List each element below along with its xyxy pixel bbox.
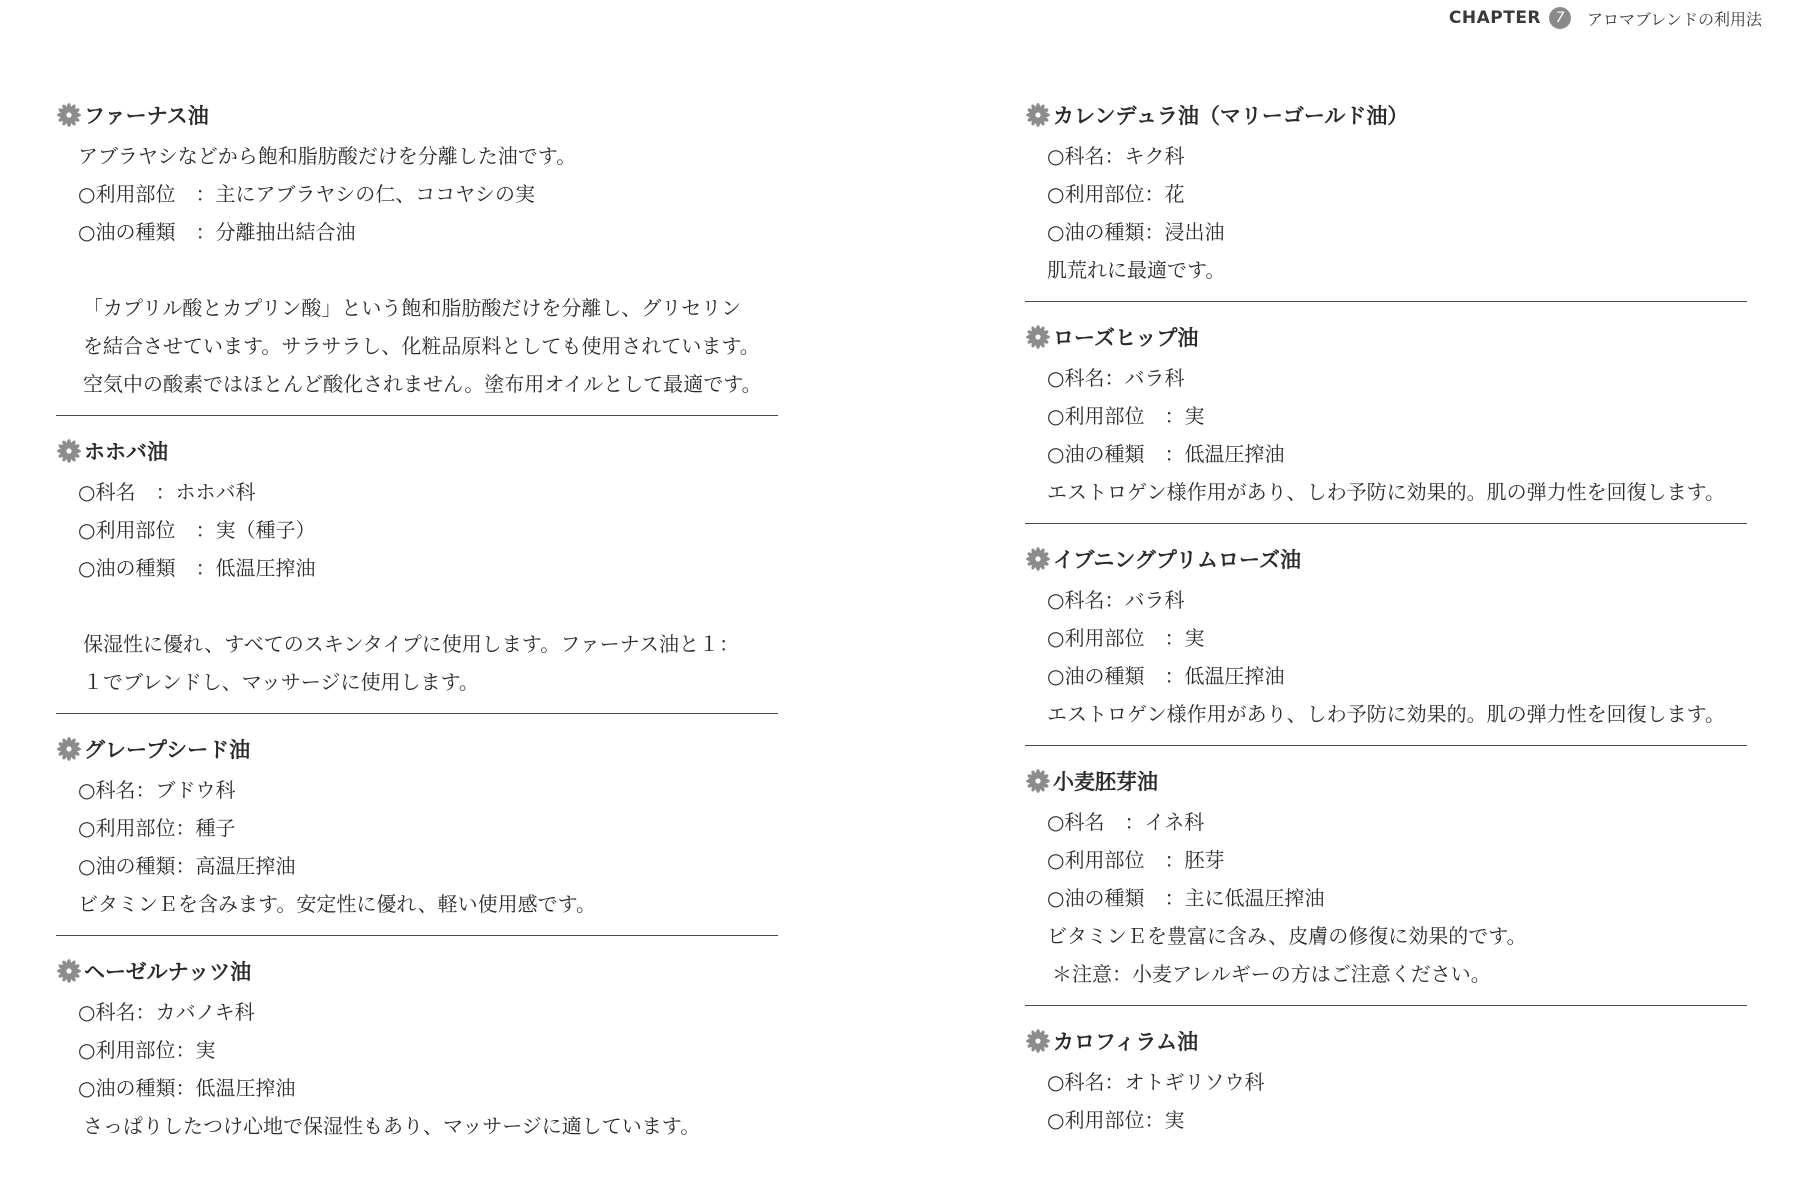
- attribute-line: ○利用部位 ：主にアブラヤシの仁、ココヤシの実: [78, 182, 536, 206]
- oil-section: [1025, 324, 1747, 511]
- section-body: [1025, 1063, 1747, 1139]
- section-title: [56, 958, 776, 984]
- oil-section: [56, 958, 776, 1145]
- attribute-line: ○利用部位：花: [1047, 182, 1185, 206]
- section-divider: [56, 415, 778, 416]
- chapter-title: アロマブレンドの利用法: [1587, 9, 1762, 29]
- chapter-label: CHAPTER: [1448, 8, 1542, 28]
- section-body: [56, 771, 776, 923]
- section-divider: [1025, 1005, 1747, 1006]
- section-divider: [56, 935, 778, 936]
- description-line: 空気中の酸素ではほとんど酸化されません。塗布用オイルとして最適です。: [83, 372, 762, 396]
- section-body: [1025, 359, 1747, 511]
- section-divider: [56, 713, 778, 714]
- section-title: [1025, 324, 1747, 350]
- section-title: [1025, 1028, 1747, 1054]
- section-title-text: イブニングプリムローズ油: [1053, 548, 1302, 572]
- flower-icon: [56, 736, 82, 762]
- attribute-line: ○利用部位 ：実（種子）: [78, 518, 316, 542]
- attribute-line: ○油の種類 ：低温圧搾油: [1047, 664, 1285, 688]
- section-title-text: 小麦胚芽油: [1053, 770, 1158, 794]
- flower-icon: [56, 958, 82, 984]
- blank-line: [78, 251, 776, 289]
- oil-section: [1025, 1028, 1747, 1139]
- section-body: [1025, 137, 1747, 289]
- attribute-line: ○科名 ：ホホバ科: [78, 480, 256, 504]
- section-title: [1025, 102, 1747, 128]
- description-line: ビタミンＥを豊富に含み、皮膚の修復に効果的です。: [1047, 924, 1527, 948]
- flower-icon: [1025, 102, 1051, 128]
- flower-icon: [56, 102, 82, 128]
- attribute-line: ○科名：オトギリソウ科: [1047, 1070, 1265, 1094]
- section-title-text: ヘーゼルナッツ油: [84, 960, 252, 984]
- left-column: [56, 102, 776, 1145]
- flower-icon: [56, 438, 82, 464]
- description-line: ビタミンＥを含みます。安定性に優れ、軽い使用感です。: [78, 892, 596, 916]
- attribute-line: ○油の種類 ：低温圧搾油: [1047, 442, 1285, 466]
- chapter-number-badge: 7: [1549, 7, 1571, 29]
- section-divider: [1025, 523, 1747, 524]
- section-body: [1025, 803, 1747, 993]
- section-body: [56, 473, 776, 701]
- description-line: さっぱりしたつけ心地で保湿性もあり、マッサージに適しています。: [83, 1114, 701, 1138]
- description-line: エストロゲン様作用があり、しわ予防に効果的。肌の弾力性を回復します。: [1047, 480, 1725, 504]
- description-line: １でブレンドし、マッサージに使用します。: [83, 670, 479, 694]
- attribute-line: ○利用部位：種子: [78, 816, 236, 840]
- attribute-line: ○油の種類：高温圧搾油: [78, 854, 296, 878]
- section-title-text: ファーナス油: [84, 104, 209, 128]
- attribute-line: ○利用部位 ：胚芽: [1047, 848, 1225, 872]
- attribute-line: ○科名 ：イネ科: [1047, 810, 1205, 834]
- right-column: [1025, 102, 1747, 1139]
- attribute-line: ○油の種類：浸出油: [1047, 220, 1225, 244]
- attribute-line: ○科名：カバノキ科: [78, 1000, 255, 1024]
- section-title: [56, 102, 776, 128]
- section-title: [1025, 546, 1747, 572]
- description-line: ＊注意：小麦アレルギーの方はご注意ください。: [1052, 962, 1491, 986]
- section-divider: [1025, 745, 1747, 746]
- section-body: [56, 137, 776, 403]
- attribute-line: ○利用部位 ：実: [1047, 404, 1205, 428]
- flower-icon: [1025, 546, 1051, 572]
- oil-section: [1025, 102, 1747, 289]
- description-line: 肌荒れに最適です。: [1047, 258, 1226, 282]
- section-title-text: ホホバ油: [84, 440, 168, 464]
- section-body: [56, 993, 776, 1145]
- description-line: エストロゲン様作用があり、しわ予防に効果的。肌の弾力性を回復します。: [1047, 702, 1725, 726]
- section-title-text: ローズヒップ油: [1053, 326, 1199, 350]
- section-divider: [1025, 301, 1747, 302]
- attribute-line: ○科名：バラ科: [1047, 588, 1185, 612]
- attribute-line: ○油の種類 ：低温圧搾油: [78, 556, 316, 580]
- attribute-line: ○利用部位 ：実: [1047, 626, 1205, 650]
- description-line: 「カプリル酸とカプリン酸」という飽和脂肪酸だけを分離し、グリセリン: [83, 296, 742, 320]
- attribute-line: ○油の種類 ：分離抽出結合油: [78, 220, 356, 244]
- flower-icon: [1025, 768, 1051, 794]
- attribute-line: ○科名：ブドウ科: [78, 778, 236, 802]
- section-title: [56, 736, 776, 762]
- section-title-text: カロフィラム油: [1053, 1030, 1199, 1054]
- attribute-line: ○科名：キク科: [1047, 144, 1185, 168]
- description-line: を結合させています。サラサラし、化粧品原料としても使用されています。: [83, 334, 760, 358]
- flower-icon: [1025, 1028, 1051, 1054]
- section-title: [56, 438, 776, 464]
- attribute-line: ○油の種類：低温圧搾油: [78, 1076, 296, 1100]
- blank-line: [78, 587, 776, 625]
- oil-section: [1025, 546, 1747, 733]
- oil-section: [56, 438, 776, 701]
- oil-section: [56, 736, 776, 923]
- section-body: [1025, 581, 1747, 733]
- oil-section: [56, 102, 776, 403]
- section-title: [1025, 768, 1747, 794]
- attribute-line: ○利用部位：実: [1047, 1108, 1185, 1132]
- section-title-text: グレープシード油: [84, 738, 251, 762]
- attribute-line: ○油の種類 ：主に低温圧搾油: [1047, 886, 1325, 910]
- page-header: [1449, 6, 1762, 30]
- description-line: アブラヤシなどから飽和脂肪酸だけを分離した油です。: [78, 144, 577, 168]
- flower-icon: [1025, 324, 1051, 350]
- description-line: 保湿性に優れ、すべてのスキンタイプに使用します。ファーナス油と１：: [83, 632, 739, 656]
- attribute-line: ○利用部位：実: [78, 1038, 216, 1062]
- section-title-text: カレンデュラ油（マリーゴールド油）: [1053, 104, 1409, 128]
- oil-section: [1025, 768, 1747, 993]
- attribute-line: ○科名：バラ科: [1047, 366, 1185, 390]
